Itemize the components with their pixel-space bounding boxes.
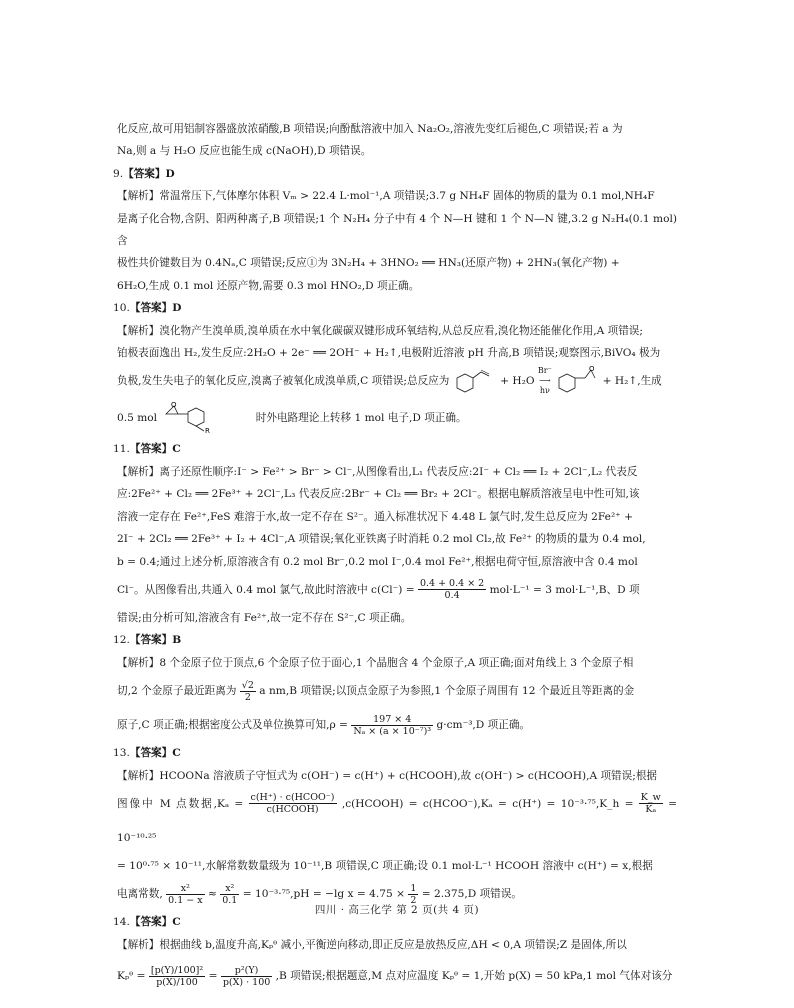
- explanation-line-with-fraction: 图像中 M 点数据,Kₐ = $\frac{\text{c(H⁺) · c(HCOO⁻)}}{\text{c(HCOOH)}}$ ,c(HCOOH) = c(HCOO⁻),Kₐ = c(H⁺) = 10⁻³·⁷⁵,K_h = $\frac{K\_w}{\text{Kₐ}}$ = 10⁻¹⁰·²⁵: [117, 792, 677, 844]
- intro-line: Na,则 a 与 H₂O 反应也能生成 c(NaOH),D 项错误。: [117, 145, 372, 158]
- explanation-line: 【解析】常温常压下,气体摩尔体积 Vₘ > 22.4 L·mol⁻¹,A 项错误;3.7 g NH₄F 固体的物质的量为 0.1 mol,NH₄F: [117, 190, 655, 203]
- explanation-line-with-fraction: 电离常数, $\frac{\text{x²}}{0.1 - x}$ ≈ $\frac{\text{x²}}{0.1}$ = 10⁻³·⁷⁵,pH = −lg x = 4.75 × $\frac{1}{2}$ = 2.375,D 项错误。: [117, 882, 522, 906]
- explanation-line: 【解析】HCOONa 溶液质子守恒式为 c(OH⁻) = c(H⁺) + c(HCOOH),故 c(OH⁻) > c(HCOOH),A 项错误;根据: [117, 769, 658, 782]
- answer-label: 【答案】D: [123, 167, 175, 180]
- explanation-line: = 10⁰·⁷⁵ × 10⁻¹¹,水解常数数量级为 10⁻¹¹,B 项错误,C 项正确;设 0.1 mol·L⁻¹ HCOOH 溶液中 c(H⁺) = x,根据: [117, 859, 653, 872]
- fraction: $\frac{\text{[p(Y)/100]²}}{p(X)/100}$: [150, 964, 204, 988]
- epoxide-structure-icon: [160, 402, 252, 434]
- svg-text:O: O: [589, 366, 595, 374]
- epoxide-product-icon: [555, 366, 599, 396]
- fraction: $\frac{\text{p²(Y)}}{p(X) \cdot 100}$: [222, 964, 271, 988]
- fraction: $\frac{√2}{2}$: [241, 679, 254, 703]
- intro-line: 化反应,故可用铝制容器盛放浓硝酸,B 项错误;向酚酞溶液中加入 Na₂O₂,溶液先变红后褪色,C 项错误;若 a 为: [117, 123, 623, 135]
- fraction: $\frac{\text{c(H⁺) · c(HCOO⁻)}}{\text{c(HCOOH)}}$: [250, 792, 335, 816]
- explanation-line: 错误;由分析可知,溶液含有 Fe²⁺,故一定不存在 S²⁻,C 项正确。: [117, 611, 412, 624]
- explanation-line-with-fraction: 切,2 个金原子最近距离为 $\frac{√2}{2}$ a nm,B 项错误;以顶点金原子为参照,1 个金原子周围有 12 个最近且等距离的金: [117, 679, 635, 703]
- reaction-arrow: Br⁻ ⟶ hν: [537, 366, 552, 396]
- svg-text:O: O: [171, 402, 177, 410]
- question-number: 13.: [113, 747, 130, 760]
- explanation-line-with-fraction: Cl⁻。从图像看出,共通入 0.4 mol 氯气,故此时溶液中 c(Cl⁻) = $\frac{0.4 + 0.4 \times 2}{0.4}$ mol·L⁻¹ = 3 mol·L⁻¹,B、D 项: [117, 578, 640, 602]
- answer-label: 【答案】B: [129, 634, 182, 647]
- fraction: $\frac{K\_w}{\text{Kₐ}}$: [640, 792, 661, 816]
- question-11-header: [113, 438, 677, 460]
- explanation-line: b = 0.4;通过上述分析,原溶液含有 0.2 mol Br⁻,0.2 mol I⁻,0.4 mol Fe²⁺,根据电荷守恒,原溶液中含 0.4 mol: [117, 555, 638, 568]
- explanation-line-with-fraction: 原子,C 项正确;根据密度公式及单位换算可知,ρ = $\frac{197 \times 4}{\text{Nₐ × (a × 10⁻⁷)³}}$ g·cm⁻³,D 项正确。: [117, 713, 531, 737]
- explanation-line: 2I⁻ + 2Cl₂ ══ 2Fe³⁺ + I₂ + 4Cl⁻,A 项错误;氧化亚铁离子时消耗 0.2 mol Cl₂,故 Fe²⁺ 的物质的量为 0.4 mol,: [117, 533, 646, 546]
- svg-text:R: R: [205, 427, 211, 435]
- explanation-line: 【解析】溴化物产生溴单质,溴单质在水中氧化碳碳双键形成环氧结构,从总反应看,溴化物还能催化作用,A 项错误;: [117, 324, 643, 337]
- explanation-line: 【解析】根据曲线 b,温度升高,Kₚᶿ 减小,平衡逆向移动,即正反应是放热反应,ΔH < 0,A 项错误;Z 是固体,所以: [117, 938, 627, 951]
- fraction: $\frac{0.4 + 0.4 \times 2}{0.4}$: [419, 578, 485, 602]
- answer-label: 【答案】D: [129, 302, 182, 315]
- explanation-line: 是离子化合物,含阴、阳两种离子,B 项错误;1 个 N₂H₄ 分子中有 4 个 N—H 键和 1 个 N—N 键,3.2 g N₂H₄(0.1 mol)含: [117, 212, 677, 248]
- explanation-line: 【解析】离子还原性顺序:I⁻ > Fe²⁺ > Br⁻ > Cl⁻,从图像看出,L₁ 代表反应:2I⁻ + Cl₂ ══ I₂ + 2Cl⁻,L₂ 代表反: [117, 465, 638, 478]
- explanation-line-with-structure: 0.5 mol O R 时外电路理论上转移 1 mol 电子,D 项正确。: [117, 402, 467, 435]
- fraction: $\frac{\text{x²}}{0.1}$: [222, 882, 238, 906]
- question-number: 10.: [113, 302, 130, 315]
- explanation-line-with-fraction: Kₚᶿ = $\frac{\text{[p(Y)/100]²}}{p(X)/100}$ = $\frac{\text{p²(Y)}}{p(X) \cdot 100}$ ,B 项错误;根据题意,M 点对应温度 Kₚᶿ = 1,开始 p(X) = 50 kPa,1 mol 气体对该分: [117, 964, 673, 988]
- answer-explanations: [113, 118, 677, 996]
- question-10-header: [113, 297, 677, 319]
- reactant-structure-icon: [453, 366, 497, 396]
- fraction: $\frac{197 \times 4}{\text{Nₐ × (a × 10⁻⁷)³}}$: [353, 713, 432, 737]
- answer-label: 【答案】C: [129, 443, 181, 456]
- explanation-line: 应:2Fe²⁺ + Cl₂ ══ 2Fe³⁺ + 2Cl⁻,L₃ 代表反应:2Br⁻ + Cl₂ ══ Br₂ + 2Cl⁻。根据电解质溶液呈电中性可知,该: [117, 488, 640, 501]
- explanation-line: 6H₂O,生成 0.1 mol 还原产物,需要 0.3 mol HNO₂,D 项正确。: [117, 279, 420, 292]
- question-13-header: [113, 742, 677, 764]
- fraction: $\frac{1}{2}$: [410, 882, 417, 906]
- question-number: 12.: [113, 634, 130, 647]
- page-footer: 四川 · 高三化学 第 2 页(共 4 页): [314, 904, 480, 916]
- explanation-line: 极性共价键数目为 0.4Nₐ,C 项错误;反应①为 3N₂H₄ + 3HNO₂ ══ HN₃(还原产物) + 2HN₃(氧化产物) +: [117, 257, 620, 270]
- fraction: $\frac{\text{x²}}{0.1 - x}$: [168, 882, 203, 906]
- answer-label: 【答案】C: [129, 916, 181, 929]
- question-number: 14.: [113, 916, 130, 929]
- answer-label: 【答案】C: [129, 747, 181, 760]
- question-12-header: [113, 629, 677, 651]
- explanation-line-with-equation: 负极,发生失电子的氧化反应,溴离子被氧化成溴单质,C 项错误;总反应为 + H₂O Br⁻ ⟶ hν O + H₂↑,生成: [117, 366, 662, 396]
- question-9-header: [113, 163, 677, 185]
- question-number: 9.: [113, 167, 124, 180]
- explanation-line: 铂极表面逸出 H₂,发生反应:2H₂O + 2e⁻ ══ 2OH⁻ + H₂↑,电极附近溶液 pH 升高,B 项错误;观察图示,BiVO₄ 极为: [117, 347, 661, 360]
- explanation-line: 【解析】8 个金原子位于顶点,6 个金原子位于面心,1 个晶胞含 4 个金原子,A 项正确;面对角线上 3 个金原子相: [117, 656, 634, 669]
- explanation-line: 溶液一定存在 Fe²⁺,FeS 难溶于水,故一定不存在 S²⁻。通入标准状况下 4.48 L 氯气时,发生总反应为 2Fe²⁺ +: [117, 510, 634, 523]
- question-number: 11.: [113, 443, 130, 456]
